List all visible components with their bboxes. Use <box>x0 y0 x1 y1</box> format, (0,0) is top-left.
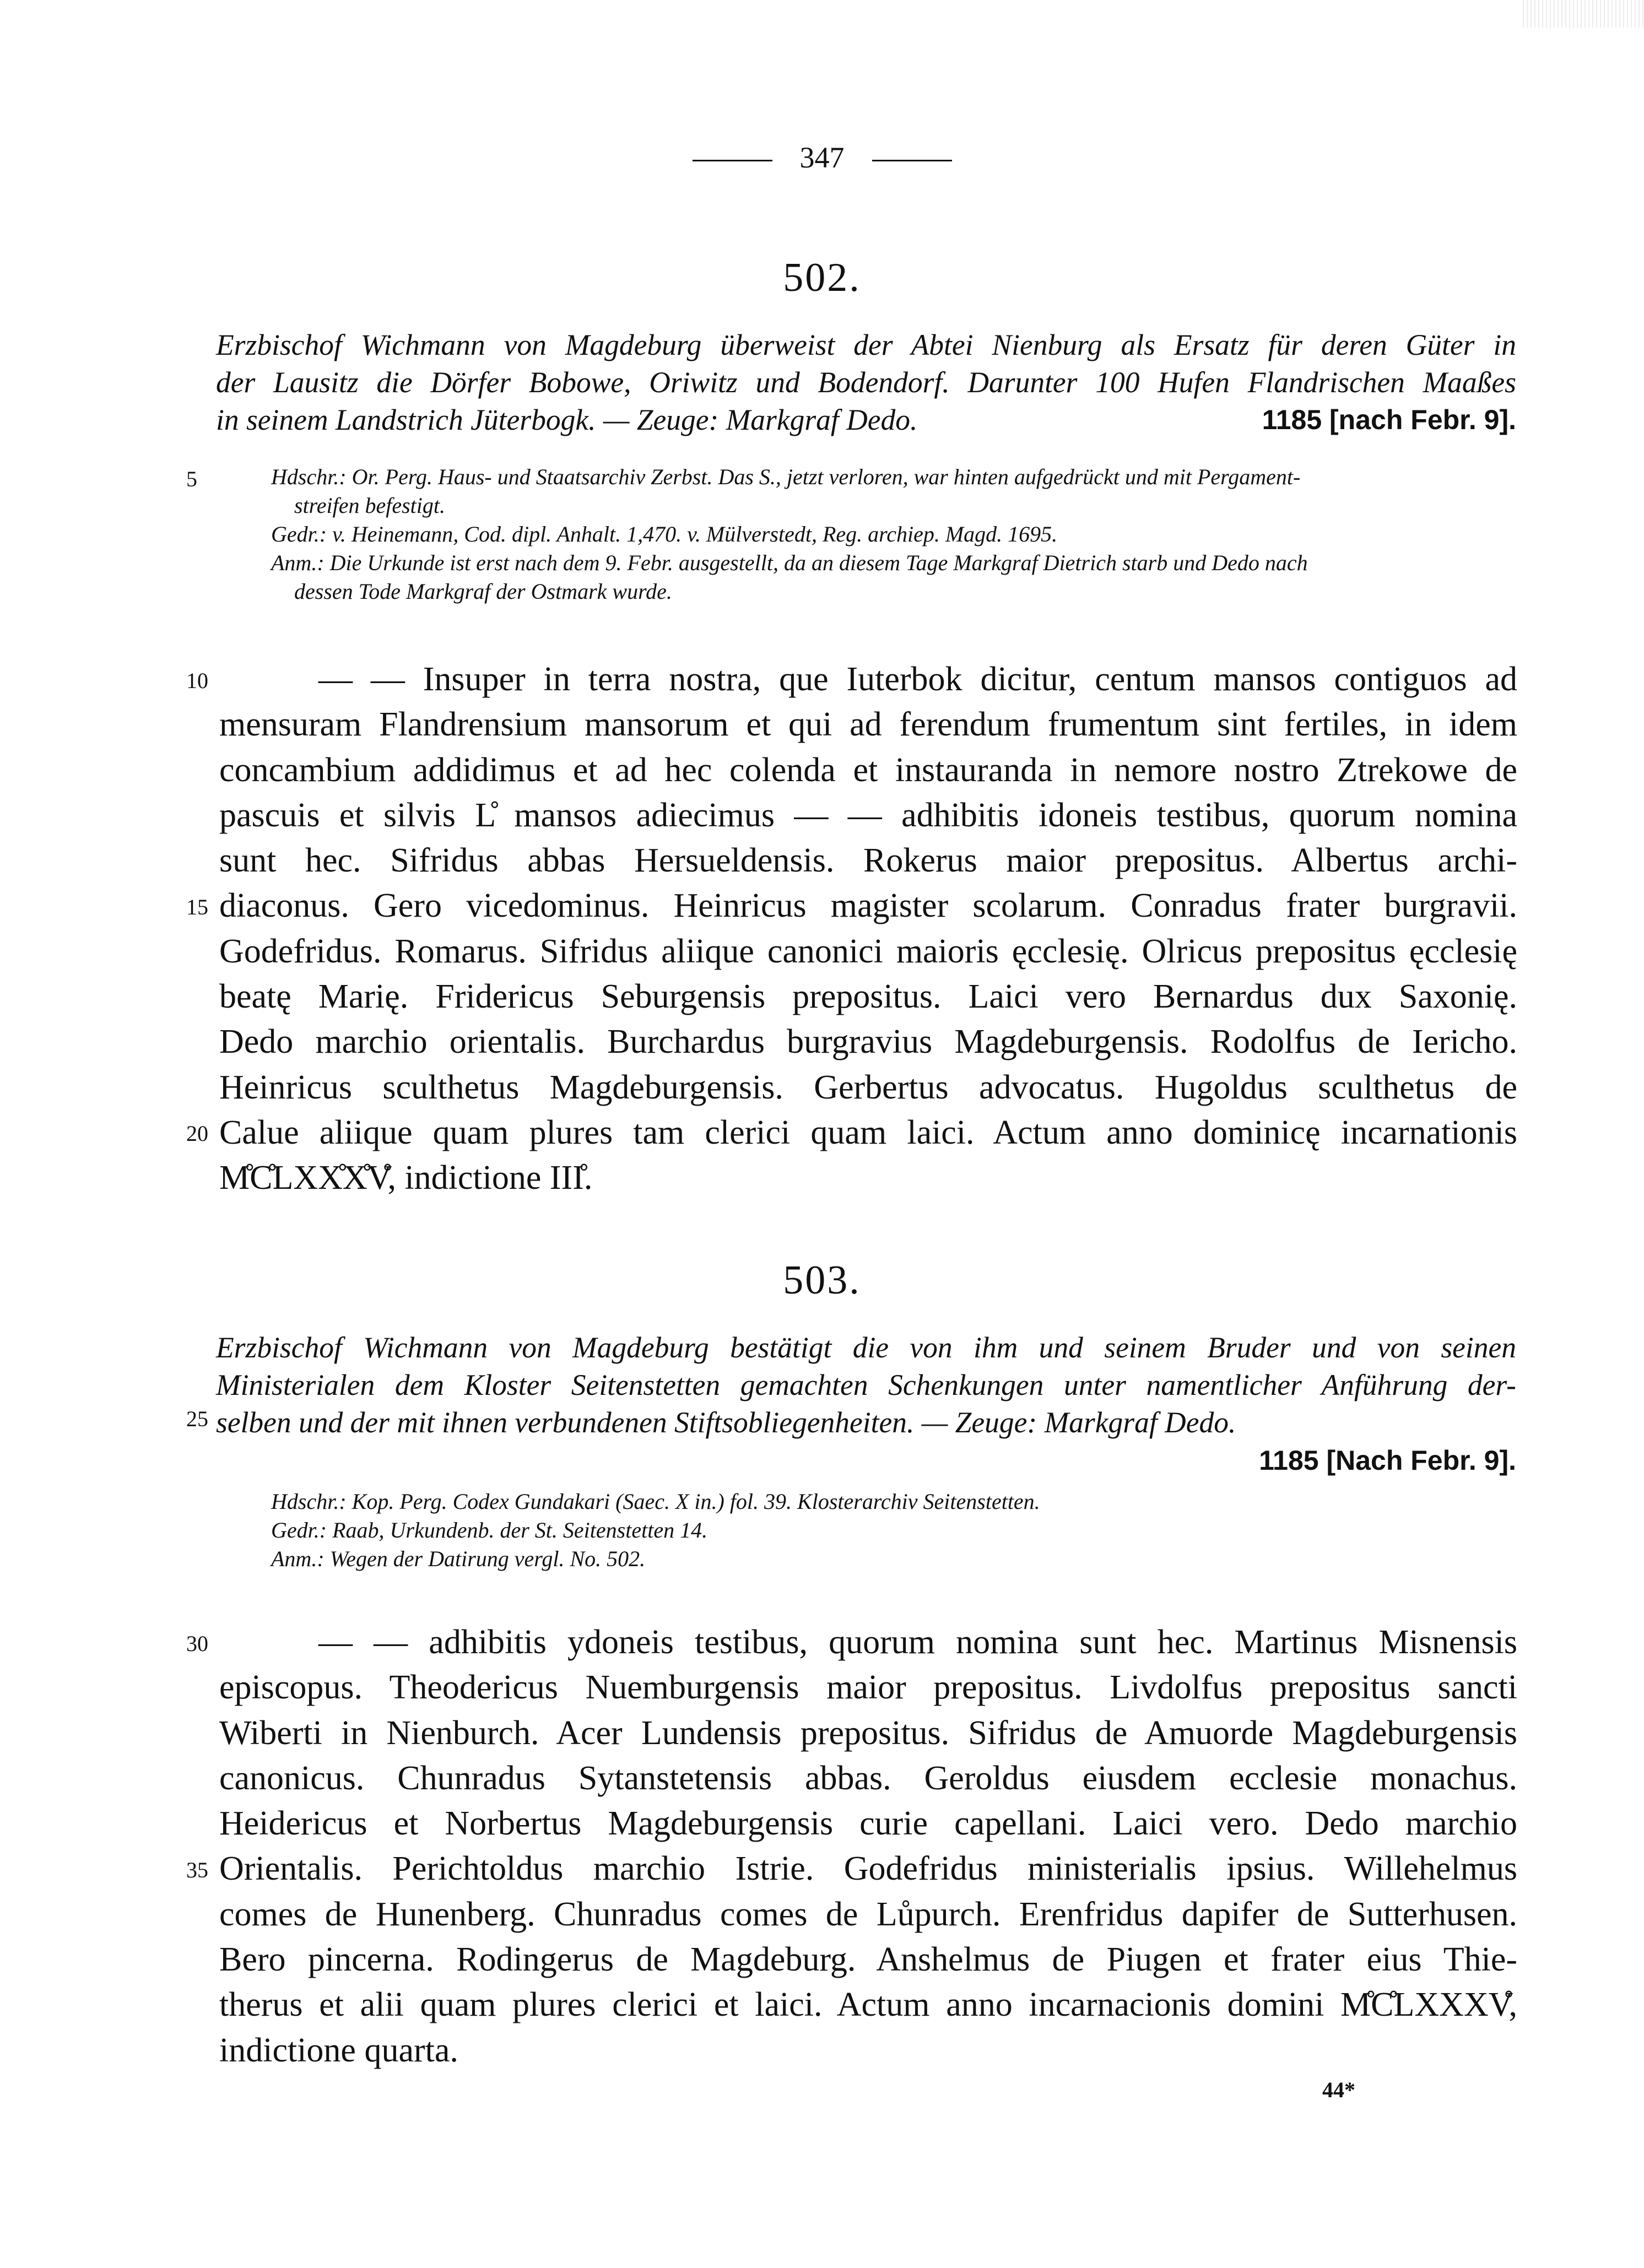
note-line: Gedr.: v. Heinemann, Cod. dipl. Anhalt. 1,470. v. Mülverstedt, Reg. archiep. Magd. 1695. <box>271 522 1058 546</box>
note-line: dessen Tode Markgraf der Ostmark wurde. <box>294 579 672 604</box>
page-number: 347 <box>799 141 845 174</box>
note-line: Anm.: Die Urkunde ist erst nach dem 9. Febr. ausgestellt, da an diesem Tage Markgraf Dietrich starb und Dedo nach <box>271 550 1308 575</box>
text-line: indictione quarta. <box>219 2031 458 2069</box>
line-number: 15 <box>186 895 208 919</box>
note-line: streifen befestigt. <box>294 493 446 518</box>
regest-line: Erzbischof Wichmann von Magdeburg überweist der Abtei Nienburg als Ersatz für deren Güter in <box>216 328 1516 361</box>
regest-line: Erzbischof Wichmann von Magdeburg bestätigt die von ihm und seinem Bruder und von seinen <box>216 1331 1516 1364</box>
doc-502-notes <box>271 463 1517 606</box>
line-number: 35 <box>186 1858 208 1882</box>
text-line: Calue aliique quam plures tam clerici quam laici. Actum anno dominicę incarnationis <box>219 1113 1517 1151</box>
text-line: episcopus. Theodericus Nuemburgensis maior prepositus. Livdolfus prepositus sancti <box>219 1669 1517 1707</box>
text-line: concambium addidimus et ad hec colenda et instauranda in nemore nostro Ztrekowe de <box>219 751 1517 789</box>
regest-line <box>216 401 1516 439</box>
line-number: 20 <box>186 1121 208 1146</box>
doc-502-text <box>219 657 1517 1201</box>
line-number: 5 <box>186 467 197 491</box>
text-line: pascuis et silvis L̊ mansos adiecimus — — adhibitis idoneis testibus, quorum nomina <box>219 796 1517 834</box>
text-line: — — Insuper in terra nostra, que Iuterbok dicitur, centum mansos contiguos ad <box>318 661 1517 698</box>
text-line: Heinricus sculthetus Magdeburgensis. Gerbertus advocatus. Hugoldus sculthetus de <box>219 1068 1517 1106</box>
page-header <box>0 140 1644 175</box>
text-line: Wiberti in Nienburch. Acer Lundensis prepositus. Sifridus de Amuorde Magdeburgensis <box>219 1714 1517 1752</box>
line-number: 10 <box>186 668 208 693</box>
doc-503-regest <box>216 1329 1516 1479</box>
signature-mark: 44* <box>1322 2077 1355 2102</box>
regest-line: der Lausitz die Dörfer Bobowe, Oriwitz und Bodendorf. Darunter 100 Hufen Flandrischen Maaßes <box>216 366 1516 399</box>
text-line: Dedo marchio orientalis. Burchardus burgravius Magdeburgensis. Rodolfus de Iericho. <box>219 1023 1517 1061</box>
text-line: Heidericus et Norbertus Magdeburgensis curie capellani. Laici vero. Dedo marchio <box>219 1805 1517 1843</box>
text-line: — — adhibitis ydoneis testibus, quorum nomina sunt hec. Martinus Misnensis <box>318 1623 1517 1661</box>
text-line: comes de Hunenberg. Chunradus comes de Lůpurch. Erenfridus dapifer de Sutterhusen. <box>219 1895 1517 1933</box>
doc-502-date: 1185 [nach Febr. 9]. <box>1262 404 1516 435</box>
text-line: canonicus. Chunradus Sytanstetensis abbas. Geroldus eiusdem ecclesie monachus. <box>219 1759 1517 1797</box>
text-line: Godefridus. Romarus. Sifridus aliique canonici maioris ęcclesię. Olricus prepositus ęcclesię <box>219 932 1517 970</box>
line-number: 25 <box>186 1406 208 1431</box>
text-line: Orientalis. Perichtoldus marchio Istrie. Godefridus ministerialis ipsius. Willehelmus <box>219 1850 1517 1888</box>
note-line: Hdschr.: Or. Perg. Haus- und Staatsarchiv Zerbst. Das S., jetzt verloren, war hinten aufgedrückt und mit Pergament- <box>271 464 1301 489</box>
doc-503-number: 503. <box>783 1258 861 1303</box>
text-line: diaconus. Gero vicedominus. Heinricus magister scolarum. Conradus frater burgravii. <box>219 887 1517 925</box>
regest-line: Ministerialen dem Kloster Seitenstetten gemachten Schenkungen unter namentlicher Anführung der- <box>216 1368 1516 1401</box>
header-dash-left <box>693 160 772 161</box>
doc-503-notes <box>271 1487 1517 1573</box>
regest-line-text: in seinem Landstrich Jüterbogk. — Zeuge: Markgraf Dedo. <box>216 403 918 436</box>
note-line: Hdschr.: Kop. Perg. Codex Gundakari (Saec. X in.) fol. 39. Klosterarchiv Seitenstetten. <box>271 1489 1040 1514</box>
note-line: Gedr.: Raab, Urkundenb. der St. Seitenstetten 14. <box>271 1518 708 1542</box>
text-line: beatę Marię. Fridericus Seburgensis prepositus. Laici vero Bernardus dux Saxonię. <box>219 978 1517 1016</box>
doc-503-date: 1185 [Nach Febr. 9]. <box>1259 1445 1516 1476</box>
scan-noise <box>1523 0 1644 28</box>
line-number: 30 <box>186 1631 208 1656</box>
text-line: mensuram Flandrensium mansorum et qui ad ferendum frumentum sint fertiles, in idem <box>219 706 1517 744</box>
text-line: therus et alii quam plures clerici et laici. Actum anno incarnacionis domini M̊C̊LXXXV̊, <box>219 1986 1517 2024</box>
doc-502-number: 502. <box>783 255 861 300</box>
text-line: sunt hec. Sifridus abbas Hersueldensis. Rokerus maior prepositus. Albertus archi- <box>219 842 1517 880</box>
text-line: Bero pincerna. Rodingerus de Magdeburg. Anshelmus de Piugen et frater eius Thie- <box>219 1941 1517 1979</box>
regest-line: selben und der mit ihnen verbundenen Stiftsobliegenheiten. — Zeuge: Markgraf Dedo. <box>216 1406 1236 1439</box>
header-dash-right <box>872 160 952 161</box>
note-line: Anm.: Wegen der Datirung vergl. No. 502. <box>271 1546 646 1571</box>
regest-date-line <box>216 1441 1516 1479</box>
doc-503-text <box>219 1620 1517 2073</box>
doc-502-regest <box>216 326 1516 439</box>
text-line: M̊C̊LXX̊X̊V̊, indictione III̊. <box>219 1159 593 1197</box>
